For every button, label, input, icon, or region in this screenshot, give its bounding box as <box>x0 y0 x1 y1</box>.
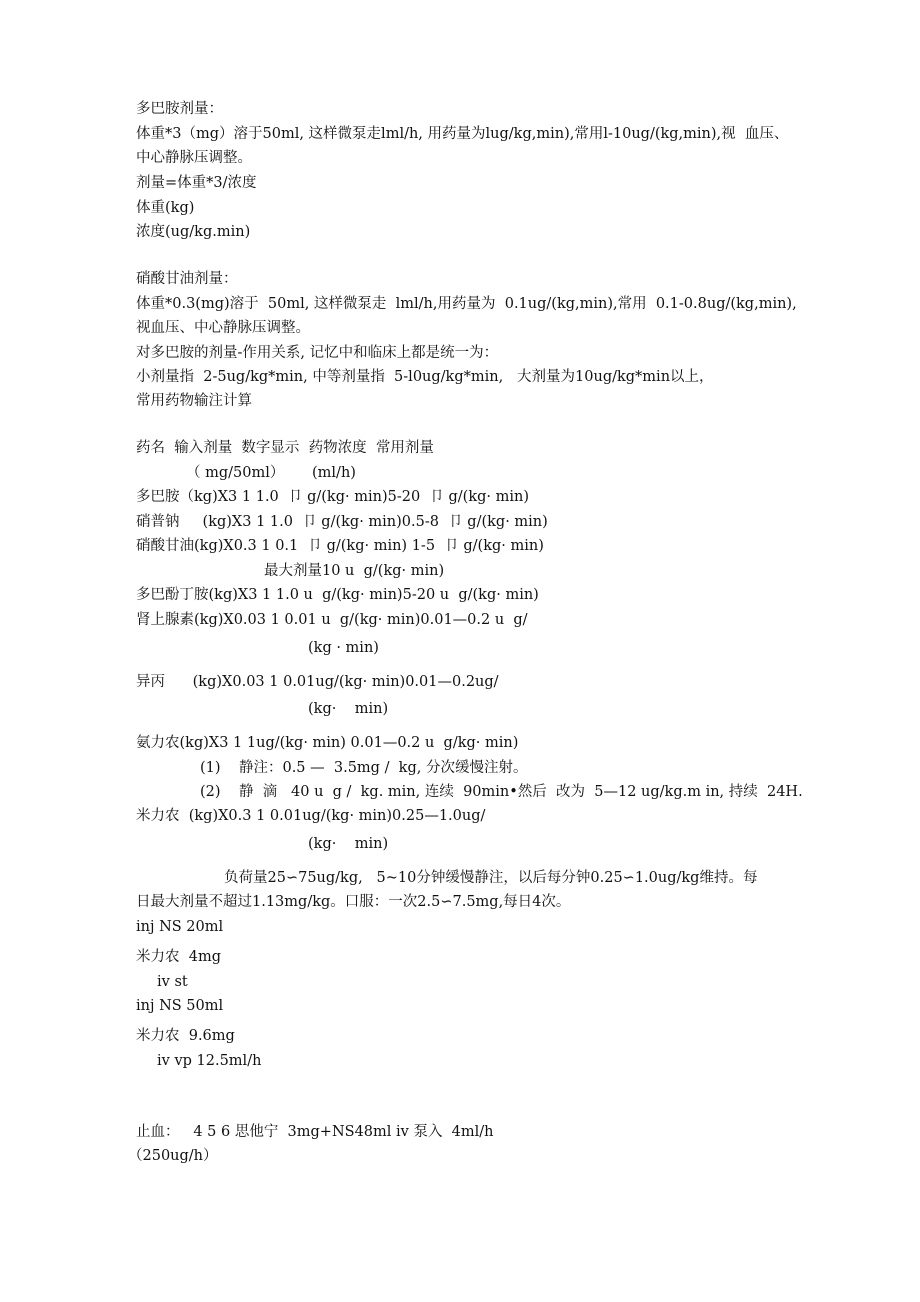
amrinone-note-1: (1) 静注：0.5 — 3.5mg / kg, 分次缓慢注射。 <box>200 760 528 776</box>
dopamine-dose-text-cont: 中心静脉压调整。 <box>136 150 252 166</box>
table-header-units: （ mg/50ml） (ml/h) <box>186 465 356 481</box>
dopamine-dose-text: 体重*3（mg）溶于50ml, 这样微泵走lml/h, 用药量为lug/kg,min),常用l-10ug/(kg,min),视 血压、 <box>136 126 789 142</box>
table-header: 药名 输入剂量 数字显示 药物浓度 常用剂量 <box>136 440 434 456</box>
hemostasis-order: 止血： 4 5 6 思他宁 3mg+NS48ml iv 泵入 4ml/h <box>136 1124 494 1140</box>
row-dobutamine: 多巴酚丁胺(kg)X3 1 1.0 u g/(kg· min)5-20 u g/(kg· min) <box>136 587 539 603</box>
dose-ranges: 小剂量指 2-5ug/kg*min, 中等剂量指 5-l0ug/kg*min, 大剂量为10ug/kg*min以上， <box>136 369 714 385</box>
weight-unit: 体重(kg) <box>136 200 195 216</box>
concentration-unit: 浓度(ug/kg.min) <box>136 224 251 240</box>
nitroglycerin-dose-text: 体重*0.3(mg)溶于 50ml, 这样微泵走 lml/h,用药量为 0.1ug/(kg,min),常用 0.1-0.8ug/(kg,min), <box>136 296 797 312</box>
order-inj-ns-50: inj NS 50ml <box>136 998 224 1014</box>
row-milrinone: 米力农 (kg)X0.3 1 0.01ug/(kg· min)0.25—1.0ug/ <box>136 808 486 824</box>
row-isoproterenol: 异丙 (kg)X0.03 1 0.01ug/(kg· min)0.01—0.2ug/ <box>136 674 499 690</box>
order-iv-st: iv st <box>157 974 188 990</box>
dopamine-dose-heading: 多巴胺剂量： <box>136 101 223 117</box>
row-epinephrine: 肾上腺素(kg)X0.03 1 0.01 u g/(kg· min)0.01—0.2 u g/ <box>136 612 528 628</box>
milrinone-max-dose: 日最大剂量不超过1.13mg/kg。口服：一次2.5∽7.5mg,每日4次。 <box>136 894 571 910</box>
row-epinephrine-unit: (kg · min) <box>308 640 379 656</box>
row-nitroprusside: 硝普钠 (kg)X3 1 1.0 卩 g/(kg· min)0.5-8 卩 g/(kg· min) <box>136 514 548 530</box>
order-milrinone-9-6mg: 米力农 9.6mg <box>136 1028 235 1044</box>
max-dose-note: 最大剂量10 u g/(kg· min) <box>264 563 445 579</box>
row-dopamine: 多巴胺（kg)X3 1 1.0 卩 g/(kg· min)5-20 卩 g/(kg· min) <box>136 489 529 505</box>
row-amrinone: 氨力农(kg)X3 1 1ug/(kg· min) 0.01—0.2 u g/kg· min) <box>136 735 519 751</box>
row-milrinone-unit: (kg· min) <box>308 836 389 852</box>
order-iv-vp: iv vp 12.5ml/h <box>157 1053 262 1069</box>
nitroglycerin-dose-text-cont: 视血压、中心静脉压调整。 <box>136 320 310 336</box>
milrinone-loading-dose: 负荷量25∽75ug/kg, 5~10分钟缓慢静注，以后每分钟0.25∽1.0ug/kg维持。每 <box>224 870 758 886</box>
dopamine-dose-relation: 对多巴胺的剂量-作用关系, 记忆中和临床上都是统一为： <box>136 345 499 361</box>
row-isoproterenol-unit: (kg· min) <box>308 701 389 717</box>
hemostasis-rate: （250ug/h） <box>128 1148 218 1164</box>
order-milrinone-4mg: 米力农 4mg <box>136 949 221 965</box>
row-nitroglycerin: 硝酸甘油(kg)X0.3 1 0.1 卩 g/(kg· min) 1-5 卩 g/(kg· min) <box>136 538 544 554</box>
dose-formula: 剂量=体重*3/浓度 <box>136 175 257 191</box>
order-inj-ns-20: inj NS 20ml <box>136 919 224 935</box>
nitroglycerin-dose-heading: 硝酸甘油剂量： <box>136 271 238 287</box>
infusion-calc-heading: 常用药物输注计算 <box>136 393 252 409</box>
amrinone-note-2: (2) 静 滴 40 u g / kg. min, 连续 90min•然后 改为 5—12 ug/kg.m in, 持续 24H. <box>200 784 803 800</box>
